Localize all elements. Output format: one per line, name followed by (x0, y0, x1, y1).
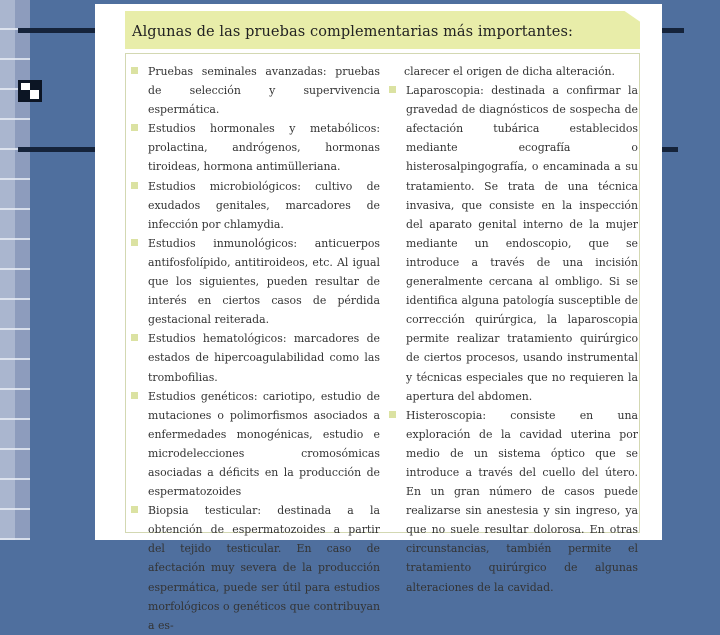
content-box (125, 53, 640, 632)
list-item: Estudios hematológicos: marcadores de estados de hipercoagulabilidad como las trombofilias. (146, 329, 380, 386)
header-rule-top (18, 28, 95, 33)
page-title: Algunas de las pruebas complementarias más importantes: (132, 24, 574, 40)
bullet-icon (131, 334, 138, 341)
header-rule-mid (18, 147, 95, 152)
bullet-icon (131, 506, 138, 513)
document-page (95, 4, 662, 632)
list-item: Estudios microbiológicos: cultivo de exudados genitales, marcadores de infección por chlamydia. (146, 177, 380, 234)
bullet-icon (389, 411, 396, 418)
list-item: Biopsia testicular: destinada a la obtención de espermatozoides a partir del tejido testicular. En caso de afectación muy severa de la producción espermática, puede ser útil para estudios morfológicos o genéticos que contribuyan a es- (146, 501, 380, 635)
continued-text: clarecer el origen de dicha alteración. (404, 65, 615, 78)
header-rule-top-right (662, 28, 684, 33)
list-item: Histeroscopia: consiste en una exploración de la cavidad uterina por medio de un sistema óptico que se introduce a través del cuello del útero. En un gran número de casos puede realizarse sin anestesia y sin ingreso, ya que no suele resultar dolorosa. En otras circunstancias, también permite el tratamiento quirúrgico de algunas alteraciones de la cavidad. (404, 406, 638, 597)
right-column (404, 62, 638, 597)
bullet-icon (389, 86, 396, 93)
left-column (146, 62, 380, 635)
list-item: Estudios genéticos: cariotipo, estudio de mutaciones o polimorfismos asociados a enfermedades monogénicas, estudio e microdelecciones cromosómicas asociadas a déficits en la producción de espermatozoides (146, 387, 380, 502)
slide-square-marker-inner (18, 90, 30, 102)
bullet-icon (131, 392, 138, 399)
slide-square-marker-corner (30, 80, 42, 90)
list-item: Estudios inmunológicos: anticuerpos antifosfolípido, antitiroideos, etc. Al igual que los siguientes, pueden resultar de interés en ciertos casos de pérdida gestacional reiterada. (146, 234, 380, 329)
header-rule-mid-right (662, 147, 678, 152)
bullet-icon (131, 67, 138, 74)
bullet-icon (131, 182, 138, 189)
list-item: Laparoscopia: destinada a confirmar la gravedad de diagnósticos de sospecha de afectación tubárica establecidos mediante ecografía o histerosalpingografía, o encaminada a su tratamiento. Se trata de una técnica invasiva, que consiste en la inspección del aparato genital interno de la mujer mediante un endoscopio, que se introduce a través de una incisión generalmente cercana al ombligo. Si se identifica alguna patología susceptible de corrección quirúrgica, la laparoscopia permite realizar tratamiento quirúrgico de ciertos procesos, usando instrumental y técnicas especiales que no requieren la apertura del abdomen. (404, 81, 638, 406)
list-item: Estudios hormonales y metabólicos: prolactina, andrógenos, hormonas tiroideas, hormona antimülleriana. (146, 119, 380, 176)
bullet-icon (131, 239, 138, 246)
bullet-icon (131, 124, 138, 131)
list-item: Pruebas seminales avanzadas: pruebas de selección y supervivencia espermática. (146, 62, 380, 119)
